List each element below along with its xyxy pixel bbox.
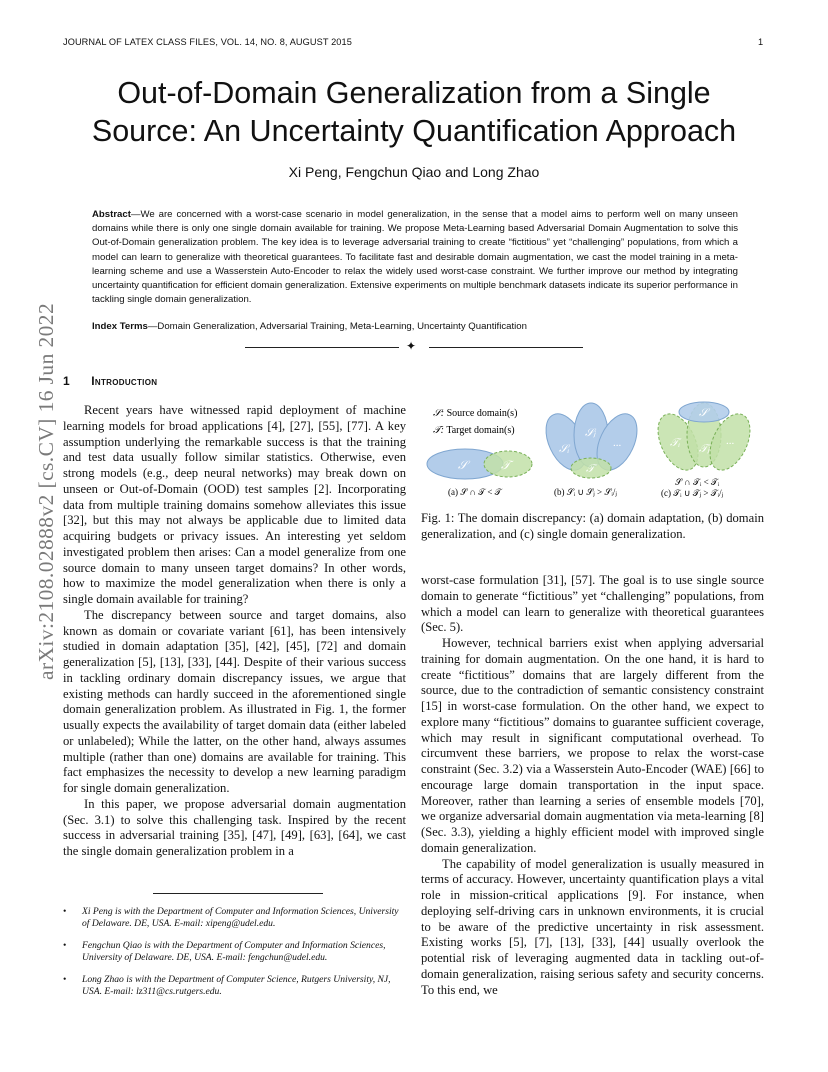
- footnotes: [63, 906, 406, 1007]
- separator-star-icon: ✦: [406, 339, 417, 353]
- paragraph: worst-case formulation [31], [57]. The goal is to use single source domain to generate “fictitious” yet “challenging” populations, from which a model can learn to generalize with theoretical guarantees (Sec. 5).: [421, 573, 764, 635]
- abstract-separator: [245, 341, 585, 353]
- footnote-text: Long Zhao is with the Department of Computer Science, Rutgers University, NJ, USA. E-mail: lz311@cs.rutgers.edu.: [82, 973, 391, 998]
- running-header: JOURNAL OF LATEX CLASS FILES, VOL. 14, NO. 8, AUGUST 2015: [63, 37, 352, 47]
- section-title: Introduction: [91, 374, 158, 388]
- paper-title: [40, 74, 788, 150]
- section-heading: [63, 374, 157, 388]
- paragraph: Recent years have witnessed rapid deployment of machine learning models for broad applications [4], [27], [55], [77]. A key assumption underlying the remarkable success is that the training and test data usually follow similar statistics. Otherwise, even strong models (e.g., deep neural networks) may break down on unseen or Out-of-Domain (OOD) test samples [2]. Incorporating data from multiple training domains somehow alleviates this issue [32], but this may not always be applicable due to limited data acquiring budgets or privacy issues. An interesting yet seldom investigated problem then arises: Can a model generalize from one source domain to many unseen target domains? In other words, how to maximize the model generalization when there is only a single domain available for training?: [63, 403, 406, 606]
- source-label: 𝒮: [458, 458, 468, 472]
- footnote: [63, 940, 406, 965]
- subcaption-c-line2: (c) 𝒯ᵢ ∪ 𝒯ⱼ > 𝒯ᵢ/ⱼ: [661, 488, 724, 498]
- footnote: [63, 906, 406, 931]
- subcaption-b: (b) 𝒮ᵢ ∪ 𝒮ⱼ > 𝒮ᵢ/ⱼ: [554, 487, 617, 497]
- legend-source: 𝒮: Source domain(s): [433, 408, 518, 419]
- panel-b: [538, 403, 645, 497]
- paragraph: However, technical barriers exist when applying adversarial training for domain augmentation. On the one hand, it is hard to create “fictitious” domains that are largely different from the source, due to the contradiction of semantic consistency constraint [15] in worst-case formulation. On the other hand, we expect to explore many “fictitious” domains to guarantee sufficient coverage, which may result in significant computational overhead. To circumvent these barriers, we propose to relax the worst-case constraint (Sec. 3.2) via a Wasserstein Auto-Encoder (WAE) [66] to encourage large domain transportation in the input space. Moreover, rather than learning a series of ensemble models [70], we organize adversarial domain augmentation via meta-learning [8] (Sec. 3.3), yielding a highly efficient model with improved single domain generalization.: [421, 636, 764, 855]
- title-line-2: Source: An Uncertainty Quantification Approach: [91, 114, 737, 148]
- separator-line-right: [429, 347, 583, 348]
- title-line-1: Out-of-Domain Generalization from a Single: [117, 76, 711, 110]
- paragraph: The discrepancy between source and target domains, also known as domain or covariate variant [61], has been intensively studied in domain adaptation [35], [42], [45], [72] and domain generalization [5], [13], [33], [44]. Despite of their various success in tackling ordinary domain discrepancy issues, we argue that existing methods can hardly succeed in the aforementioned single domain generalization problem. As illustrated in Fig. 1, the former usually expects the availability of target domain data (either labeled or unlabeled); While the latter, on the other hand, always assumes multiple (rather than one) domains are available for training. This fact emphasizes the necessity to develop a new learning paradigm for single domain generalization.: [63, 607, 406, 795]
- source-label: 𝒮: [699, 407, 708, 419]
- target-label: 𝒯: [501, 458, 511, 472]
- bullet-icon: •: [63, 939, 67, 951]
- bullet-icon: •: [63, 973, 67, 985]
- subcaption-a: (a) 𝒮 ∩ 𝒯 < 𝒯: [448, 487, 502, 497]
- separator-line-left: [245, 347, 399, 348]
- figure-domain-discrepancy: [421, 400, 764, 506]
- index-terms-text: —Domain Generalization, Adversarial Training, Meta-Learning, Uncertainty Quantification: [147, 321, 527, 332]
- source-i-label: 𝒮ᵢ: [559, 443, 570, 455]
- paragraph: In this paper, we propose adversarial domain augmentation (Sec. 3.1) to solve this challenging task. Inspired by the recent success in adversarial training [35], [47], [49], [63], [64], we cast the single domain generalization problem in a: [63, 796, 406, 858]
- page-number: 1: [758, 37, 764, 47]
- dots-label: ...: [613, 437, 622, 449]
- bullet-icon: •: [63, 906, 67, 917]
- footnote: [63, 974, 406, 999]
- target-label: 𝒯: [586, 463, 595, 475]
- abstract-text: —We are concerned with a worst-case scenario in model generalization, in the sense that a model aims to perform well on many unseen domains while there is only one single domain available for training. We propose Meta-Learning based Adversarial Domain Augmentation to solve this Out-of-Domain generalization problem. The key idea is to leverage adversarial training to create “fictitious” yet “challenging” populations, from which a model can learn to generalize with theoretical guarantees. To facilitate fast and desirable domain augmentation, we cast the model training in a meta-learning scheme and use a Wasserstein Auto-Encoder to relax the widely used worst-case constraint. We further improve our method by integrating uncertainty quantification for efficient domain generalization. Extensive experiments on multiple benchmark datasets indicate its superior performance in tackling single domain generalization.: [92, 209, 738, 306]
- index-terms: [92, 320, 738, 334]
- right-column: [421, 573, 764, 998]
- footnote-rule: [153, 893, 323, 894]
- target-j-label: 𝒯ⱼ: [699, 443, 710, 455]
- target-i-label: 𝒯ᵢ: [670, 437, 681, 449]
- panel-c: [650, 402, 758, 498]
- left-column: [63, 403, 406, 860]
- abstract-label: Abstract: [92, 209, 131, 220]
- dots-label: ...: [726, 435, 735, 447]
- footnote-text: Xi Peng is with the Department of Computer and Information Sciences, University of Delaware. DE, USA. E-mail: xipeng@udel.edu.: [82, 906, 399, 930]
- subcaption-c-line1: 𝒮 ∩ 𝒯ᵢ < 𝒯ᵢ: [675, 477, 720, 487]
- index-terms-label: Index Terms: [92, 321, 148, 332]
- arxiv-stamp-text: arXiv:2108.02888v2 [cs.CV] 16 Jun 2022: [34, 302, 58, 680]
- footnote-text: Fengchun Qiao is with the Department of Computer and Information Sciences, University of Delaware. DE, USA. E-mail: fengchun@udel.edu.: [82, 939, 386, 964]
- author-list: Xi Peng, Fengchun Qiao and Long Zhao: [288, 164, 540, 180]
- section-number: 1: [63, 374, 70, 388]
- arxiv-stamp: [14, 290, 58, 680]
- figure-caption: Fig. 1: The domain discrepancy: (a) domain adaptation, (b) domain generalization, and (c) single domain generalization.: [421, 511, 764, 541]
- panel-a: [427, 449, 532, 497]
- abstract: [92, 208, 738, 307]
- legend-target: 𝒯: Target domain(s): [433, 425, 515, 436]
- paragraph: The capability of model generalization is usually measured in terms of accuracy. However, uncertainty quantification plays a vital role in mission-critical applications [9]. For instance, when deploying self-driving cars in unknown environments, it is crucial to be aware of the predictive uncertainty in risk assessment. Existing works [5], [7], [13], [33], [44] usually overlook the potential risk of leveraging augmented data in tackling out-of-domain generalization, raising serious safety and security concerns. To this end, we: [421, 856, 764, 997]
- source-j-label: 𝒮ⱼ: [585, 427, 596, 439]
